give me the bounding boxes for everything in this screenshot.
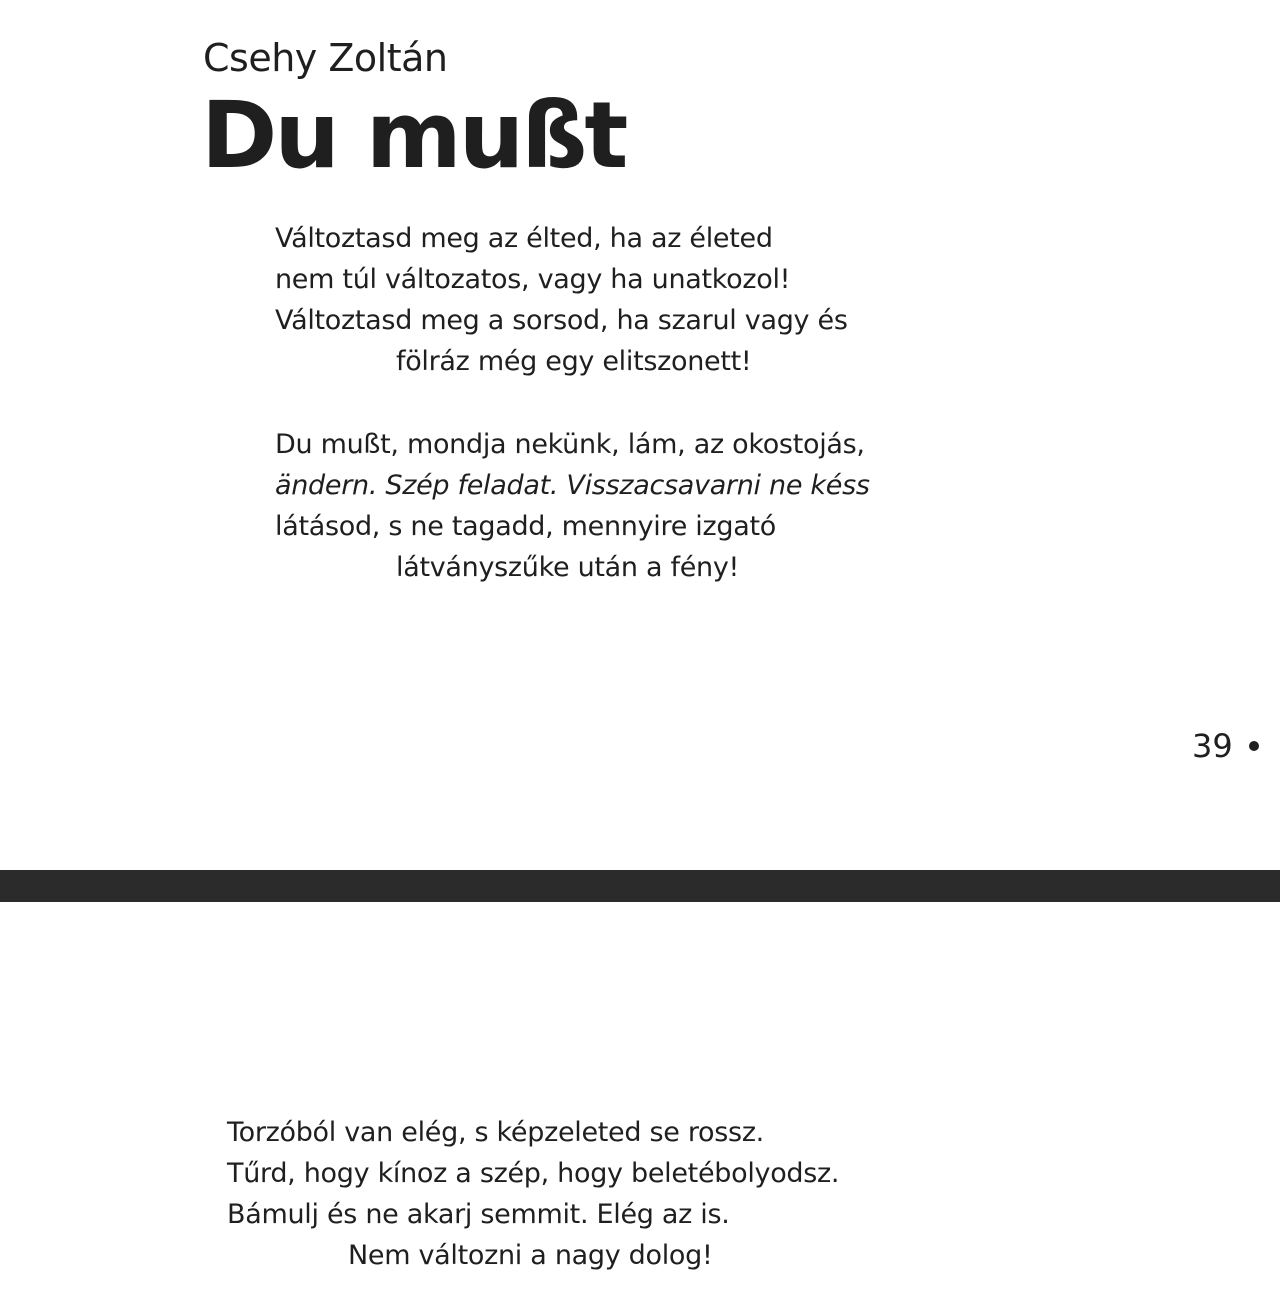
poem-author: Csehy Zoltán [203, 36, 448, 80]
poem-line-italic: ändern. Szép feladat. Visszacsavarni ne késs [275, 470, 870, 501]
poem-line: Du mußt, mondja nekünk, lám, az okostojás, [275, 429, 865, 460]
poem-line: Változtasd meg a sorsod, ha szarul vagy és [275, 305, 848, 336]
poem-title: Du mußt [201, 82, 626, 189]
poem-line: látásod, s ne tagadd, mennyire izgató [275, 511, 776, 542]
poem-stanza-1 [275, 218, 848, 382]
poem-line-indented: Nem változni a nagy dolog! [348, 1240, 713, 1271]
poem-line: Tűrd, hogy kínoz a szép, hogy beletébolyodsz. [227, 1158, 840, 1189]
page-separator [0, 870, 1280, 902]
page-40 [0, 902, 1280, 1308]
poem-line: Torzóból van elég, s képzeleted se rossz. [227, 1117, 764, 1148]
poem-line: Bámulj és ne akarj semmit. Elég az is. [227, 1199, 730, 1230]
poem-line: Változtasd meg az élted, ha az életed [275, 223, 773, 254]
page-number: 39 [1192, 727, 1233, 765]
poem-stanza-3 [227, 1112, 839, 1276]
poem-line: nem túl változatos, vagy ha unatkozol! [275, 264, 791, 295]
poem-line-indented: látványszűke után a fény! [396, 552, 740, 583]
poem-line-indented: fölráz még egy elitszonett! [396, 346, 752, 377]
poem-stanza-2 [275, 424, 870, 588]
page-bullet-icon [1249, 741, 1259, 751]
